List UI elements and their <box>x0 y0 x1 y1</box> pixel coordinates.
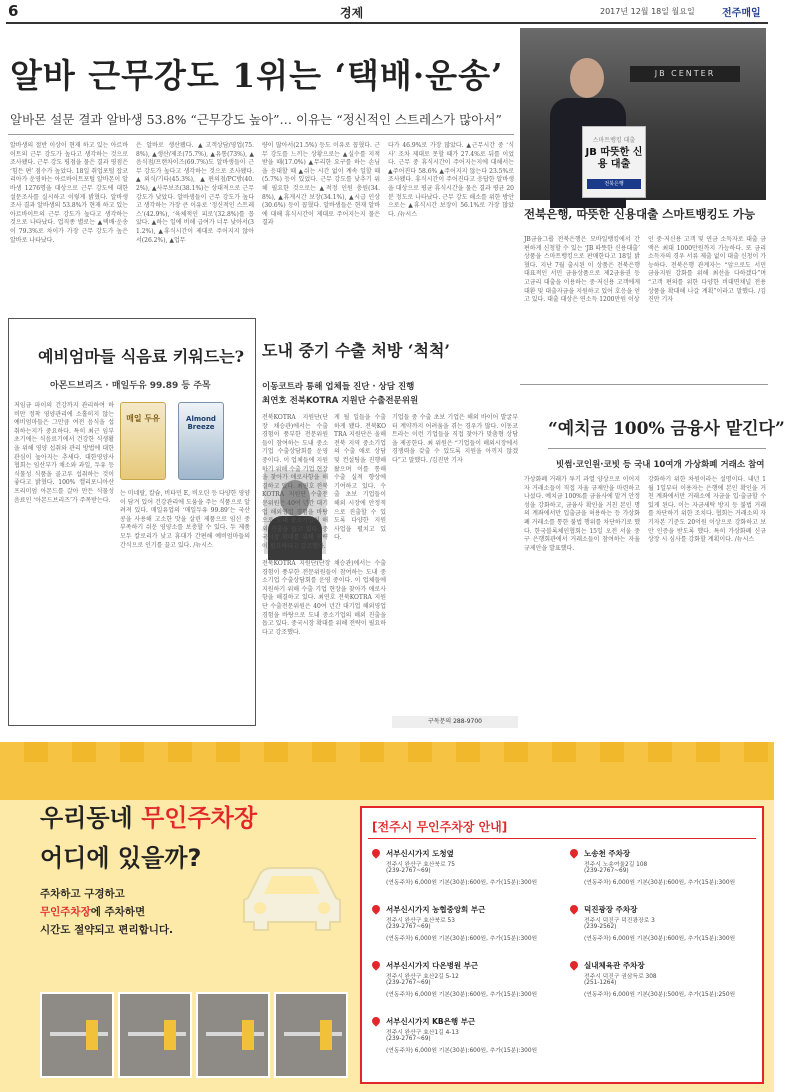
parking-lot-entry <box>570 848 760 896</box>
ticket-booth <box>320 1020 332 1050</box>
info-divider <box>368 838 756 839</box>
moms-body-col1: 저임금 파이의 건강까지 관리하여 하비만 정착 영양관리에 소홀히지 않는 예비엄마들은 그만큼 여전 음식을 섭취하는지가 중요하다. 특히 최근 임부 초기에는 식음료기에서 건강한 식생활을 위해 영양 섭취와 관리 방법에 대한 관심이 높아지는 추세다. 대한영양사협회는 임산부가 채소와 과일, 두유 등 식물성 식품을 골고루 섭취하는 것이 좋다고 밝혔다. 100% 캘리포니아산 프리미엄 아몬드를 갈아 만든 식물성 음료인 ‘아몬드브리즈’가 주목받는다. <box>14 402 114 504</box>
almond-carton <box>178 402 224 480</box>
parking-lot-entry <box>570 960 760 1008</box>
moms-headline: 예비엄마들 식음료 키워드는? <box>38 347 244 366</box>
gate-bar <box>128 1032 186 1036</box>
map-pin-icon <box>370 903 381 914</box>
lot-address: 전주시 완산구 효산북로 75 <box>386 862 455 868</box>
gate-bar <box>50 1032 108 1036</box>
parking-title-prefix: 우리동네 <box>40 804 142 832</box>
lot-name: 노송천 주차장 <box>584 849 631 858</box>
parking-lot-photo-2 <box>118 992 192 1078</box>
map-pin-icon <box>370 1015 381 1026</box>
moms-subhead: 아몬드브리즈 · 매일두유 99.89 등 주목 <box>50 381 211 391</box>
section-label: 경제 <box>340 6 364 20</box>
lot-name: 덕진광장 주차장 <box>584 905 638 914</box>
lot-name: 서부신시가지 다온병원 부근 <box>386 961 479 970</box>
bank-sign: JB CENTER <box>630 66 740 82</box>
bank-body-col2: 인 중·저신용 고객 및 연금 소득자로 대출 금액은 최대 1000만원까지 가능하다. 또 금리 소득자의 경우 서류 제출 없이 대출 신청이 가능하다. 전북은행 관계자는 “앞으로도 서민 금융지원 강화를 위해 최선을 다하겠다”며 “고객 편의를 위한 다양한 비대면채널 전용 상품을 확대해 나갈 계획”이라고 말했다. /김진만 기자 <box>648 236 766 304</box>
export-subhead2: 최연호 전북KOTRA 지원단 수출전문위원 <box>262 396 419 406</box>
placard-footer: 전북은행 <box>587 179 641 189</box>
main-body-col1: 알바생의 절반 이상이 현재 하고 있는 아르바이트의 근무 강도가 높다고 생각하는 것으로 조사됐다. 근무 강도 평점을 물은 결과 평점은 ‘힘든 편’ 점수가 높았다. 18일 취업포털 잡코리아가 운영하는 아르바이트포털 알바몬이 알바생 1276명을 대상으로 근무 강도에 대한 설문조사를 실시하고 이렇게 밝혔다. 알바생 조사 결과 알바생의 53.8%가 현재 하고 있는 아르바이트의 근무 강도가 높다고 생각하는 것으로 나타났다. 업직종 별로는 ▲택배·운송이 79.3%로 차이가 가장 근무 강도가 높은 알바로 나타났다. <box>10 142 128 244</box>
map-pin-icon <box>370 959 381 970</box>
bank-photo <box>520 28 766 200</box>
ticket-booth <box>164 1020 176 1050</box>
soymilk-label: 매일 두유 <box>126 414 160 423</box>
export-body-col3: 기업들 중 수출 초보 기업은 해외 바이어 발굴부터 계약까지 어려움을 겪는 경우가 많다. 이동코트라는 이런 기업들을 직접 찾아가 맞춤형 상담을 제공한다. 최 위원은 “기업들이 해외시장에서 경쟁력을 갖출 수 있도록 지원을 아끼지 않겠다”고 말했다. /김진만 기자 <box>392 414 518 464</box>
divider <box>8 134 514 135</box>
lot-fee: (연동주차) 6,000원 기본(30분):600원, 추가(15분):300원 <box>584 880 736 886</box>
lot-address: 전주시 노송여울2길 108 <box>584 862 648 868</box>
lot-phone: (239-2767~69) <box>386 924 431 930</box>
soymilk-carton <box>120 402 166 480</box>
map-pin-icon <box>568 959 579 970</box>
almond-label: Almond Breeze <box>186 415 216 431</box>
lot-fee: (연동주차) 6,000원 기본(30분):600원, 추가(15분):300원 <box>386 936 538 942</box>
lot-phone: (239-2562) <box>584 924 617 930</box>
export-subhead1: 이동코트라 통해 업체들 진단 · 상담 진행 <box>262 382 415 392</box>
header-rule <box>6 22 768 24</box>
lot-name: 서부신시가지 농협중앙회 부근 <box>386 905 486 914</box>
lot-name: 서부신시가지 KB은행 부근 <box>386 1017 476 1026</box>
export-body-col1b: 전북KOTRA 지원단(단장 채승관)에서는 수출 경험이 풍부한 전문위원들이 참여하는 도내 중소기업 수출상담회를 운영 중이다. 이 업체들에 지원하기 위해 수출 기업 현장을 찾아가 애로사항을 해결하고 있다. 최연호 전북KOTRA 지원단 수출전문위원은 40여 년간 대기업 해외영업 경험을 바탕으로 도내 중소기업의 해외 진출을 돕고 있다. 중국시장 확대를 위해 전략이 필요하다고 강조했다. <box>262 560 386 636</box>
lot-address: 전주시 덕진구 덕진광장로 3 <box>584 918 655 924</box>
lot-address: 전주시 덕진구 권삼득로 308 <box>584 974 657 980</box>
parking-desc-highlight: 무인주차장 <box>40 906 91 918</box>
car-illustration <box>238 860 346 932</box>
moms-body-col2: 는 미네랄, 칼슘, 비타민 E, 비오틴 등 다양한 영양이 담겨 있어 건강관리에 도움을 주는 식품으로 알려져 있다. 매일유업의 ‘매일두유 99.89’는 국산 콩을 사용해 고소한 맛을 살린 제품으로 임신 중 부족하기 쉬운 영양소를 보충할 수 있다. 두 제품 모두 칼로리가 낮고 휴대가 간편해 예비엄마들의 간식으로 인기를 끌고 있다. /뉴시스 <box>120 490 250 549</box>
main-body-col4: 다가 46.9%로 가장 많았다. ▲근무시간 중 ‘식사’ 조차 제대로 못할 때가 27.4%로 뒤를 이었다. 근무 중 휴식시간이 주어지는지에 대해서는 ▲주어진다 58.6% ▲주어지지 않는다 23.5%로 조사됐다. 휴식시간이 주어진다고 응답한 알바생을 대상으로 평균 휴식시간을 물은 결과 평균 20분 정도로 나타났다. 근무 강도 해소를 위한 방안으로는 ▲휴식시간 보장이 56.1%로 가장 많았다. /뉴시스 <box>388 142 514 218</box>
lot-phone: (239-2767~69) <box>584 868 629 874</box>
deposit-subhead: 빗썸·코인원·코빗 등 국내 10여개 가상화폐 거래소 참여 <box>556 460 765 470</box>
page-number: 6 <box>8 2 19 20</box>
parking-lot-list-left <box>372 848 562 1078</box>
deposit-body-col2: 강화하기 위한 차원이라는 설명이다. 내년 1월 1일부터 이용자는 은행에 본인 확인을 거친 계좌에서만 거래소에 자금을 입·출금할 수 있게 된다. 이는 자금세탁 방지 등 불법 거래를 차단하기 위한 조치다. 협회는 거래소의 자기자본 기준도 20억원 이상으로 강화하고 보안 인증을 받도록 했다. 특히 가상화폐 신규 상장 시 심사를 강화할 계획이다. /뉴시스 <box>648 476 766 544</box>
map-pin-icon <box>370 847 381 858</box>
lot-fee: (연동주차) 6,000원 기본(30분):600원, 추가(15분):300원 <box>584 936 736 942</box>
map-pin-icon <box>568 903 579 914</box>
parking-title-line1 <box>40 798 257 833</box>
parking-lot-entry <box>372 904 562 952</box>
gate-bar <box>284 1032 342 1036</box>
placard-title: JB 따뜻한 신용 대출 <box>585 147 643 170</box>
parking-lot-entry <box>570 904 760 952</box>
placard-small-label: 스마트뱅킹 대출 <box>592 137 636 144</box>
subscribe-box: 구독문의 288-9700 <box>392 716 518 728</box>
deposit-headline: “예치금 100% 금융사 맡긴다” <box>548 419 785 439</box>
ticket-booth <box>86 1020 98 1050</box>
lot-phone: (239-2767~69) <box>386 868 431 874</box>
map-pin-icon <box>568 847 579 858</box>
parking-desc-line3: 시간도 절약되고 편리합니다. <box>40 924 174 936</box>
parking-desc-line1: 주차하고 구경하고 <box>40 888 125 900</box>
person-head <box>570 58 604 98</box>
export-body-col1a: 전북KOTRA 지원단(단장 채승관)에서는 수출 경험이 풍부한 전문위원들이 참여하는 도내 중소기업 수출상담회를 운영 중이다. 이 업체들에 지원하기 위해 수출 기업 현장을 찾아가 애로사항을 해결하고 있다. 최연호 전북KOTRA 지원단 수출전문위원은 40여 년간 대기업 해외영업 경험을 바탕으로 도내 중소기업의 해외 진출을 돕고 있다. 중국시장 확대를 위해 전략이 필요하다고 강조했다. <box>262 414 328 550</box>
parking-lot-entry <box>372 1016 562 1064</box>
lot-address: 전주시 완산구 효산북로 53 <box>386 918 455 924</box>
lot-fee: (연동주차) 6,000원 기본(30분):500원, 추가(15분):250원 <box>584 992 736 998</box>
lot-address: 전주시 완산구 효산1길 4-13 <box>386 1030 459 1036</box>
parking-lot-entry <box>372 848 562 896</box>
parking-info-title: [전주시 무인주차장 안내] <box>372 820 508 834</box>
lot-address: 전주시 완산구 효산2길 5-12 <box>386 974 459 980</box>
lot-phone: (239-2767~69) <box>386 1036 431 1042</box>
parking-lot-entry <box>372 960 562 1008</box>
export-body-col2: 게 될 일들을 수출하게 됐다. 전북KOTRA 지원단은 올해 전북 지역 중소기업의 수출 애로 상담 및 컨설팅을 진행해 왔으며 이를 통해 수출 실적 향상에 기여하고 있다. 수출 초보 기업들이 해외 시장에 안정적으로 진출할 수 있도록 다양한 지원 사업을 펼치고 있다. <box>334 414 386 542</box>
main-subhead: 알바몬 설문 결과 알바생 53.8% “근무강도 높아”… 이유는 “정신적인 스트레스가 많아서” <box>10 112 502 127</box>
loan-placard <box>582 126 646 198</box>
lot-name: 서부신시가지 도청옆 <box>386 849 454 858</box>
bank-caption: 전북은행, 따뜻한 신용대출 스마트뱅킹도 가능 <box>524 207 756 221</box>
parking-desc-rest: 에 주차하면 <box>90 906 146 918</box>
ad-top-band <box>0 742 774 762</box>
lot-fee: (연동주차) 6,000원 기본(30분):600원, 추가(15분):300원 <box>386 992 538 998</box>
parking-lot-list-right <box>570 848 760 1078</box>
lot-phone: (251-1264) <box>584 980 617 986</box>
main-body-col3: 량이 많아서(21.5%) 등도 이유로 꼽혔다. 근무 강도를 느끼는 상황으로는 ▲실수를 지적받을 때(17.0%) ▲무리한 요구를 하는 손님을 응대할 때 ▲쉬는 시간 없이 계속 일할 때(5.7%) 등이 있었다. 근무 강도를 낮추기 위해 필요한 것으로는 ▲적정 인원 충원(34.8%), ▲휴게시간 보장(34.1%), ▲시급 인상(30.6%) 등이 꼽혔다. 알바생들은 현재 알바에 대해 휴식시간이 제대로 주어지는지 물은 결과 <box>262 142 380 227</box>
parking-lot-photo-4 <box>274 992 348 1078</box>
paper-logo: 전주매일 <box>722 8 761 19</box>
gate-bar <box>206 1032 264 1036</box>
deposit-body-col1: 가상화폐 거래가 투기 과열 양상으로 이어지자 거래소들이 직접 자율 규제안을 마련하고 나섰다. 예치금 100%를 금융사에 맡겨 안정성을 강화하고, 금융사 확인을 거친 본인 명의 계좌에서만 입출금을 허용하는 등 가상화폐 거래소를 통한 불법 행위를 차단하기로 했다. 한국블록체인협회는 15일 오전 서울 중구 은행회관에서 거래소들이 참여하는 자율규제안을 발표했다. <box>524 476 640 552</box>
export-headline: 도내 중기 수출 처방 ‘척척’ <box>262 341 450 360</box>
main-headline: 알바 근무강도 1위는 ‘택배·운송’ <box>10 56 504 95</box>
lot-fee: (연동주차) 6,000원 기본(30분):600원, 추가(15분):300원 <box>386 1048 538 1054</box>
parking-title-highlight: 무인주차장 <box>141 804 258 832</box>
parking-lot-photo-1 <box>40 992 114 1078</box>
main-body-col2: 은 알바로 생산됐다. ▲고객상담/영업(75.8%), ▲생산/제조(75.7%), ▲유통(73%), ▲음식점/프랜차이즈(69.7%)도 알바생들이 근무 강도가 높다고 생각하는 것으로 조사됐다. ▲외식/기타(45.3%), ▲편의점/PC방(40.2%), ▲사무보조(38.1%)는 상대적으로 근무 강도가 낮았다. 알바생들이 근무 강도가 높다고 생각하는 가장 큰 이유로 ‘정신적인 스트레스’(42.9%), ‘육체적인 피로’(32.8%)를 꼽았다. ▲하는 일에 비해 급여가 너무 낮아서(31.2%), ▲휴식시간이 제대로 주어지지 않아서(26.2%), ▲업무 <box>136 142 254 244</box>
ticket-booth <box>242 1020 254 1050</box>
bank-body-col1: JB금융그룹 전북은행은 모바일뱅킹에서 간편하게 신청할 수 있는 ‘JB 따뜻한 신용대출’ 상품을 스마트뱅킹으로 판매한다고 18일 밝혔다. 지난 7월 출시된 이 상품은 전북은행 대표적인 서민 금융상품으로 제2금융권 등 고금리 대출을 이용하는 중·저신용 고객에게 대환 및 대출자금을 지원하고 있어 호응을 얻고 있다. 대출 대상은 연소득 1200만원 이상 <box>524 236 640 304</box>
lot-name: 실내체육관 주차장 <box>584 961 645 970</box>
lot-phone: (239-2767~69) <box>386 980 431 986</box>
issue-date: 2017년 12월 18일 월요일 <box>600 7 695 16</box>
divider <box>548 448 766 449</box>
parking-title-line2: 어디에 있을까? <box>40 844 202 872</box>
divider <box>520 384 768 385</box>
lot-fee: (연동주차) 6,000원 기본(30분):600원, 추가(15분):300원 <box>386 880 538 886</box>
parking-desc-line2 <box>40 904 145 919</box>
parking-lot-photo-3 <box>196 992 270 1078</box>
